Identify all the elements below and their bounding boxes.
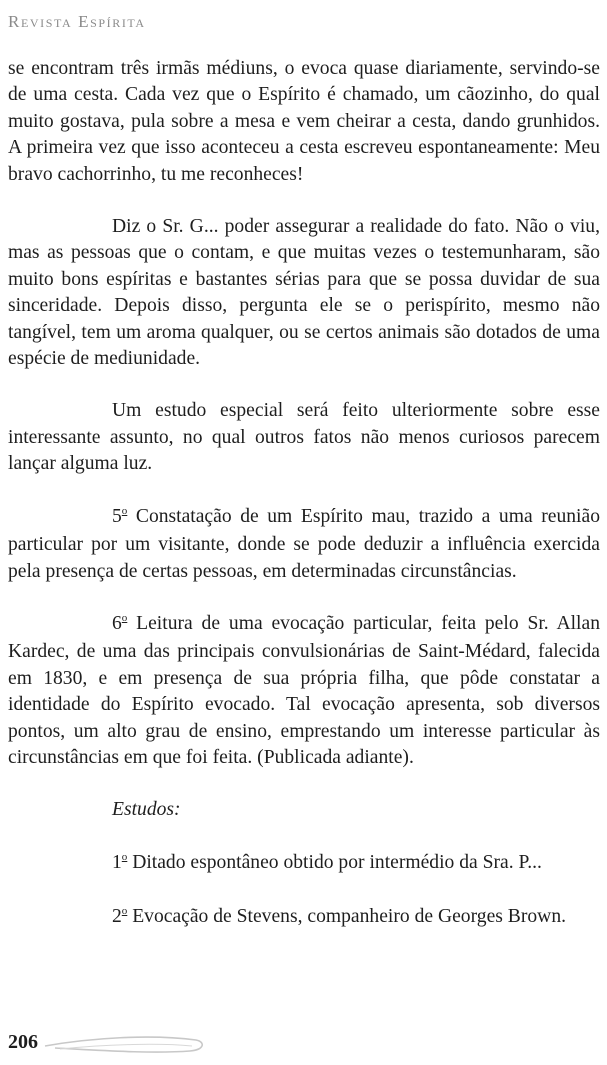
item-5-ordinal: o bbox=[121, 504, 128, 517]
studies-heading: Estudos: bbox=[112, 799, 181, 821]
item-6-text: Leitura de uma evocação particular, feita pelo Sr. Allan Kardec, de uma das principais convulsionárias de Saint-Médard, falecida em 1830, e em presença de sua própria filha, que pôde constatar a identidade do Espírito evocado. Tal evocação apresenta, sob diversos pontos, um alto grau de ensino, emprestando um interesse particular às circunstâncias em que foi feita. (Publicada adiante). bbox=[8, 612, 600, 768]
item-6-ordinal: o bbox=[121, 611, 128, 624]
page-body bbox=[8, 56, 600, 933]
study-2-text: Evocação de Stevens, companheiro de Georges Brown. bbox=[127, 906, 567, 928]
paragraph-3: Um estudo especial será feito ulteriormente sobre esse interessante assunto, no qual outros fatos não menos curiosos parecem lançar alguma luz. bbox=[8, 400, 600, 475]
item-5-text: Constatação de um Espírito mau, trazido a uma reunião particular por um visitante, donde se pode deduzir a influência exercida pela presença de certas pessoas, em determinadas circunstâncias. bbox=[8, 505, 600, 582]
paragraph-2: Diz o Sr. G... poder assegurar a realidade do fato. Não o viu, mas as pessoas que o contam, e que muitas vezes o testemunharam, são muito bons espíritas e bastantes sérias para que se possa duvidar de sua sinceridade. Depois disso, pergunta ele se o perispírito, mesmo não tangível, tem um aroma qualquer, ou se certos animais são dotados de uma espécie de mediunidade. bbox=[8, 216, 600, 370]
page-number: 206 bbox=[8, 1031, 38, 1053]
study-1-number: 1 bbox=[112, 851, 122, 873]
item-6 bbox=[8, 611, 600, 771]
running-head: Revista Espírita bbox=[8, 12, 146, 31]
study-1-text: Ditado espontâneo obtido por intermédio da Sra. P... bbox=[127, 851, 542, 873]
item-5-number: 5 bbox=[112, 505, 122, 527]
study-1 bbox=[8, 850, 600, 878]
study-2-number: 2 bbox=[112, 906, 122, 928]
study-1-ordinal: o bbox=[121, 850, 128, 863]
paragraph-1: se encontram três irmãs médiuns, o evoca quase diariamente, servindo-se de uma cesta. Cada vez que o Espírito é chamado, um cãozinho, do qual muito gostava, pula sobre a mesa e vem cheirar a cesta, dando grunhidos. A primeira vez que isso aconteceu a cesta escreveu espontaneamente: Meu bravo cachorrinho, tu me reconheces! bbox=[8, 58, 600, 185]
item-5 bbox=[8, 504, 600, 585]
study-2 bbox=[8, 904, 600, 932]
item-6-number: 6 bbox=[112, 612, 122, 634]
study-2-ordinal: o bbox=[121, 905, 128, 918]
